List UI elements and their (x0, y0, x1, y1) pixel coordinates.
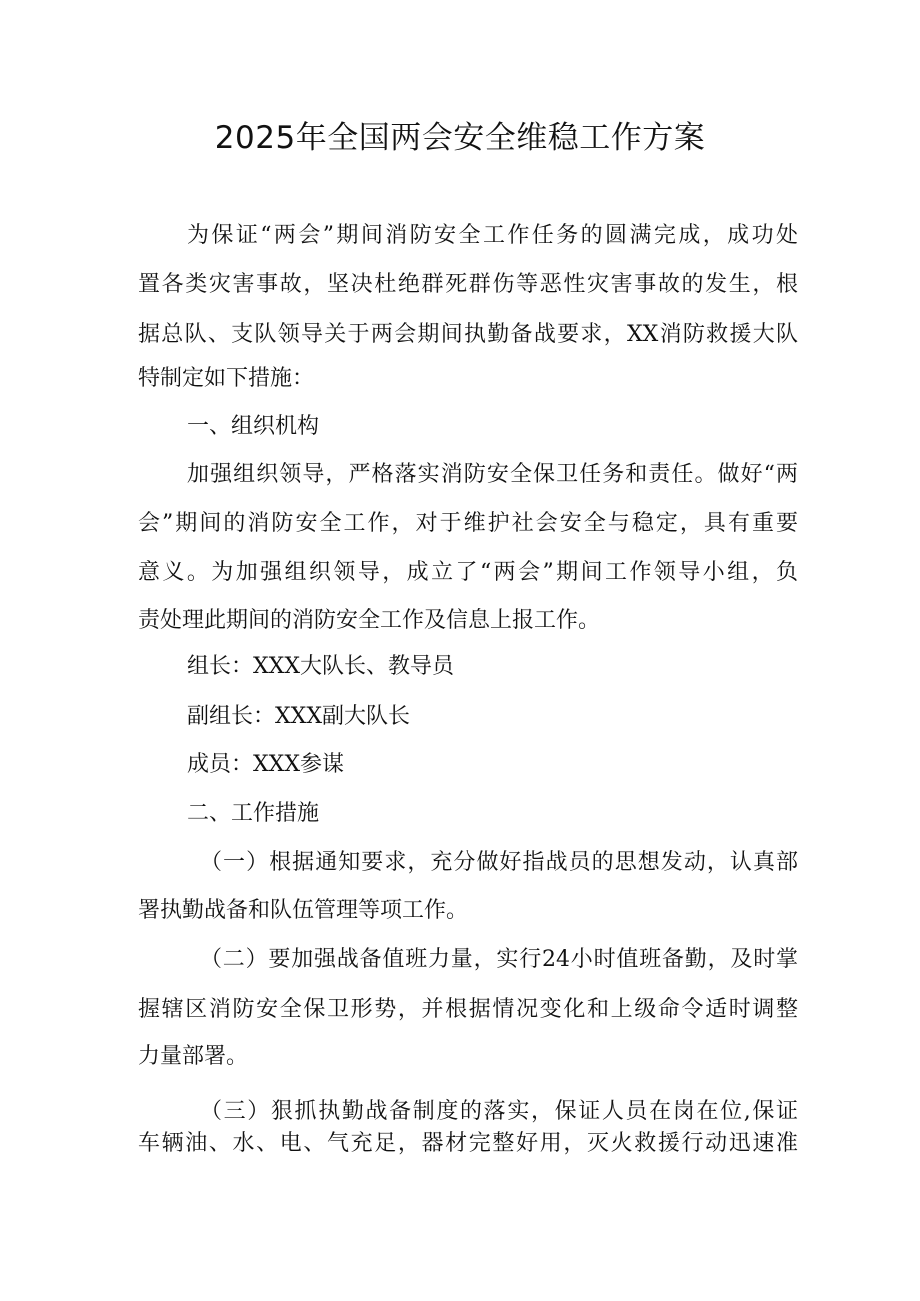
document-title: 2025年全国两会安全维稳工作方案 (214, 120, 706, 156)
intro-line-4: 特制定如下措施： (138, 366, 315, 391)
measure-3-line-2: 车辆油、水、电、气充足，器材完整好用，灭火救援行动迅速准 (138, 1131, 798, 1156)
measure-1-line-1: （一）根据通知要求，充分做好指战员的思想发动，认真部 (200, 850, 798, 875)
section-1-paragraph-line-1: 加强组织领导，严格落实消防安全保卫任务和责任。做好“两 (187, 462, 798, 487)
measure-2-line-1: （二）要加强战备值班力量，实行24小时值班备勤，及时掌 (200, 947, 798, 972)
measure-2-line-2: 握辖区消防安全保卫形势，并根据情况变化和上级命令适时调整 (138, 997, 798, 1022)
section-1-paragraph-line-2: 会”期间的消防安全工作，对于维护社会安全与稳定，具有重要 (138, 511, 798, 536)
measure-1-line-2: 署执勤战备和队伍管理等项工作。 (138, 898, 469, 923)
section-2-heading: 二、工作措施 (187, 801, 320, 826)
members-line: 成员：XXX参谋 (187, 752, 344, 777)
measure-2-line-3: 力量部署。 (138, 1044, 249, 1069)
section-1-paragraph-line-4: 责处理此期间的消防安全工作及信息上报工作。 (138, 608, 601, 633)
deputy-leader-line: 副组长：XXX副大队长 (187, 704, 410, 729)
intro-line-2: 置各类灾害事故，坚决杜绝群死群伤等恶性灾害事故的发生，根 (138, 272, 798, 297)
measure-3-line-1: （三）狠抓执勤战备制度的落实，保证人员在岗在位,保证 (200, 1099, 798, 1124)
leader-line: 组长：XXX大队长、教导员 (187, 654, 454, 679)
intro-line-3: 据总队、支队领导关于两会期间执勤备战要求，XX消防救援大队 (138, 322, 798, 347)
section-1-paragraph-line-3: 意义。为加强组织领导，成立了“两会”期间工作领导小组，负 (138, 560, 798, 585)
intro-line-1: 为保证“两会”期间消防安全工作任务的圆满完成，成功处 (187, 223, 798, 248)
section-1-heading: 一、组织机构 (187, 414, 320, 439)
